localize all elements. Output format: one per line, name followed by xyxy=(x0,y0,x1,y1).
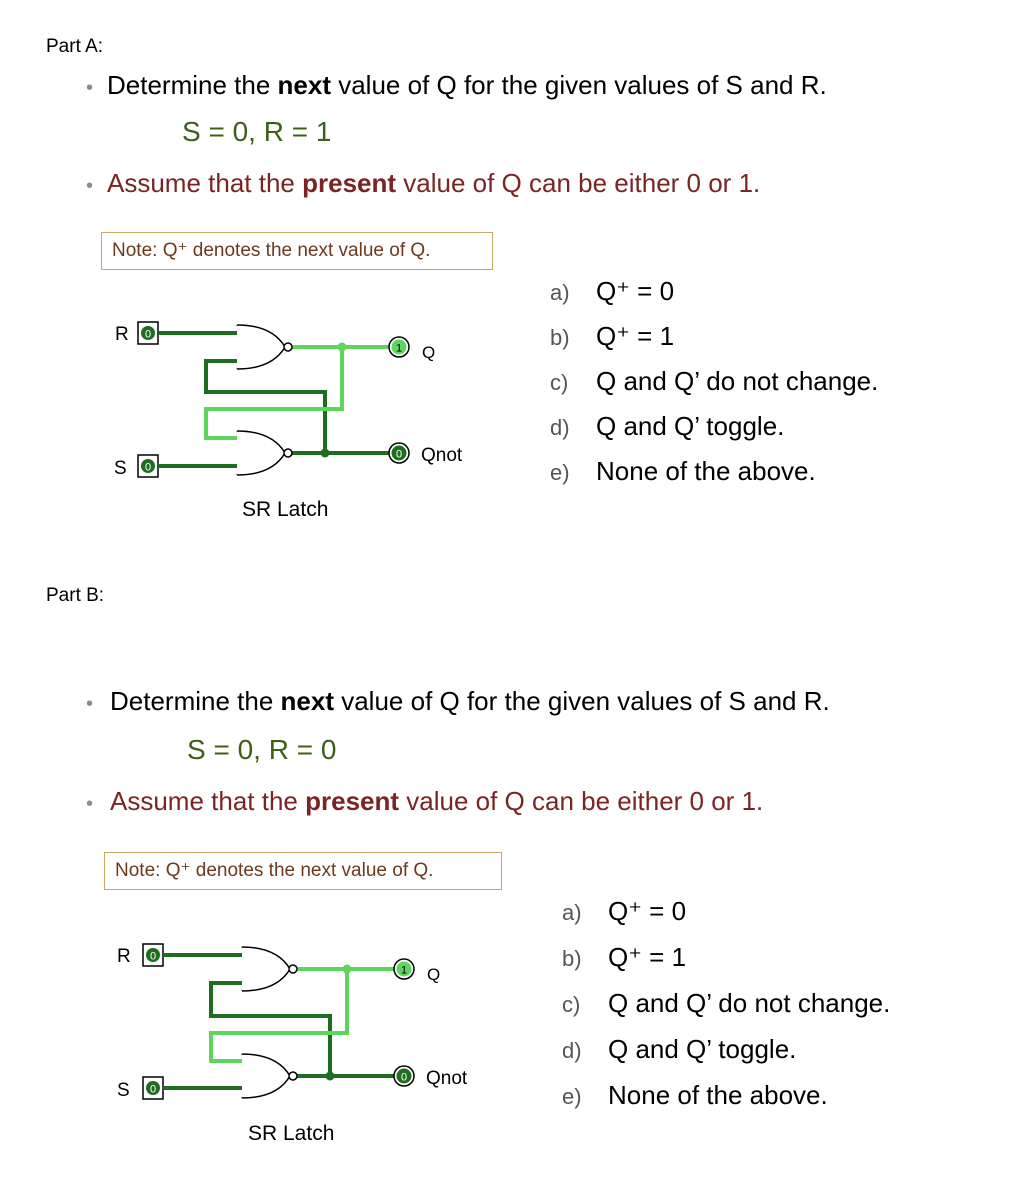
part-a-assumption xyxy=(107,168,760,199)
option-d[interactable] xyxy=(550,411,784,442)
question-post: value of Q for the given values of S and R. xyxy=(331,70,827,100)
s-input-label: S xyxy=(117,1080,130,1101)
bullet-dot: • xyxy=(86,793,94,815)
option-text: Q and Q’ do not change. xyxy=(596,366,879,396)
part-b-question xyxy=(110,686,830,717)
q-output-value: 1 xyxy=(400,964,408,977)
option-a[interactable] xyxy=(562,896,686,927)
option-text: Q⁺ = 1 xyxy=(608,942,687,972)
r-input-value: 0 xyxy=(149,950,157,963)
assumption-bold: present xyxy=(302,168,397,198)
q-output-label: Q xyxy=(422,343,436,362)
option-b[interactable] xyxy=(550,321,674,352)
r-input-value: 0 xyxy=(144,328,152,341)
option-text: None of the above. xyxy=(596,456,816,486)
r-input-label: R xyxy=(117,946,131,967)
part-b-circuit-caption: SR Latch xyxy=(248,1122,335,1145)
assumption-bold: present xyxy=(305,786,400,816)
bullet-dot: • xyxy=(86,77,94,99)
part-b-note: Note: Q⁺ denotes the next value of Q. xyxy=(104,852,502,890)
question-bold: next xyxy=(277,70,331,100)
option-letter: e) xyxy=(562,1084,582,1109)
option-letter: d) xyxy=(562,1038,582,1063)
qnot-output-label: Qnot xyxy=(421,445,463,466)
option-text: Q and Q’ do not change. xyxy=(608,988,891,1018)
question-pre: Determine the xyxy=(110,686,281,716)
r-input-label: R xyxy=(115,324,129,345)
option-letter: d) xyxy=(550,415,570,440)
part-a-note: Note: Q⁺ denotes the next value of Q. xyxy=(101,232,493,270)
qnot-output-value: 0 xyxy=(400,1071,408,1084)
qnot-output-value: 0 xyxy=(395,448,403,461)
option-c[interactable] xyxy=(550,366,878,397)
option-text: Q⁺ = 0 xyxy=(608,896,687,926)
option-letter: e) xyxy=(550,460,570,485)
assumption-pre: Assume that the xyxy=(107,168,303,198)
option-letter: c) xyxy=(550,370,569,395)
option-letter: b) xyxy=(562,946,582,971)
assumption-pre: Assume that the xyxy=(110,786,306,816)
option-c[interactable] xyxy=(562,988,890,1019)
qnot-output-label: Qnot xyxy=(426,1068,468,1089)
part-a-equation: S = 0, R = 1 xyxy=(182,116,332,147)
q-output-value: 1 xyxy=(395,342,403,355)
part-b-equation: S = 0, R = 0 xyxy=(187,734,337,765)
s-input-label: S xyxy=(114,458,127,479)
question-pre: Determine the xyxy=(107,70,278,100)
part-a-circuit-caption: SR Latch xyxy=(242,498,329,521)
option-text: Q and Q’ toggle. xyxy=(608,1034,797,1064)
part-b-label: Part B: xyxy=(46,585,105,606)
part-a-label: Part A: xyxy=(46,36,104,57)
part-b-assumption xyxy=(110,786,763,817)
bullet-dot: • xyxy=(86,175,94,197)
s-input-value: 0 xyxy=(144,461,152,474)
question-bold: next xyxy=(280,686,334,716)
option-e[interactable] xyxy=(550,456,816,487)
option-b[interactable] xyxy=(562,942,686,973)
q-output-label: Q xyxy=(427,965,441,984)
option-text: Q⁺ = 0 xyxy=(596,276,675,306)
question-post: value of Q for the given values of S and R. xyxy=(334,686,830,716)
bullet-dot: • xyxy=(86,693,94,715)
option-a[interactable] xyxy=(550,276,674,307)
assumption-post: value of Q can be either 0 or 1. xyxy=(399,786,764,816)
s-input-value: 0 xyxy=(149,1083,157,1096)
part-a-question xyxy=(107,70,827,101)
option-text: Q⁺ = 1 xyxy=(596,321,675,351)
option-letter: a) xyxy=(562,900,582,925)
option-text: None of the above. xyxy=(608,1080,828,1110)
option-d[interactable] xyxy=(562,1034,796,1065)
option-letter: a) xyxy=(550,280,570,305)
option-e[interactable] xyxy=(562,1080,828,1111)
option-letter: c) xyxy=(562,992,581,1017)
option-letter: b) xyxy=(550,325,570,350)
assumption-post: value of Q can be either 0 or 1. xyxy=(396,168,761,198)
option-text: Q and Q’ toggle. xyxy=(596,411,785,441)
